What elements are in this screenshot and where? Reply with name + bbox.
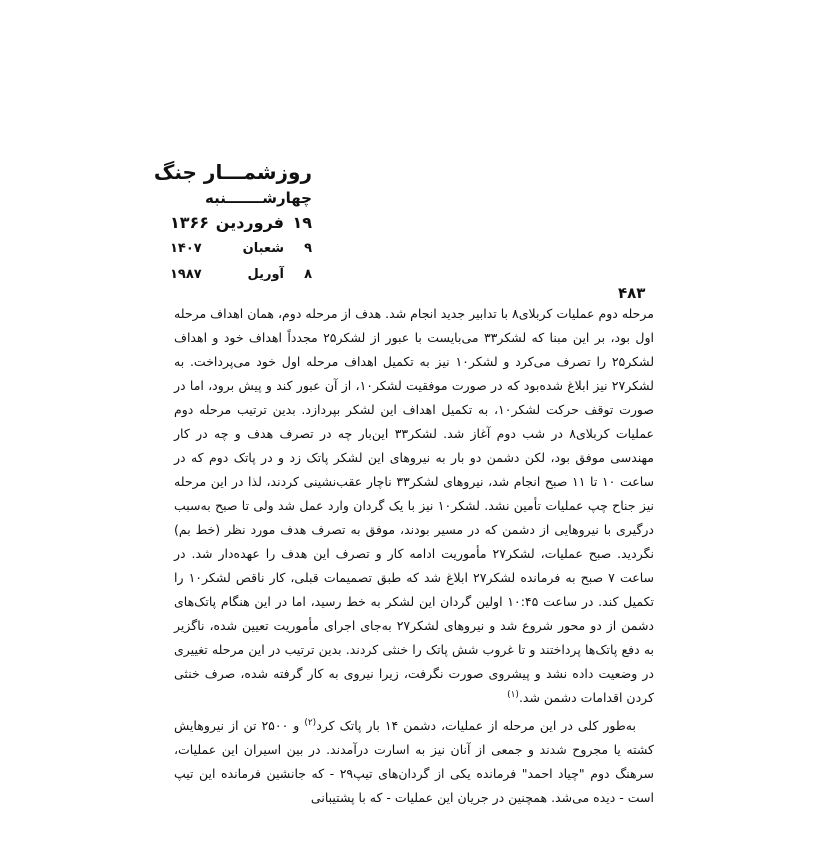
paragraph [174, 302, 654, 710]
paragraph-text: و ۲۵۰۰ تن از نیروهایش کشته یا مجروح شدند و جمعی از آنان نیز به اسارت درآمدند. در بین اسیران این عملیات، سرهنگ دوم "چیاد احمد" فرمانده یکی از گردان‌های تیپ۲۹ - که جانشین فرمانده این تیپ است - دیده می‌شد. همچنین در جریان این عملیات - که با پشتیبانی [174, 718, 654, 805]
footnote-marker[interactable]: (۱) [507, 689, 519, 700]
page-number: ۴۸۳ [618, 284, 646, 302]
date-row-lunar [170, 236, 312, 262]
date-day: ۱۹ [292, 213, 312, 232]
paragraph-text: به‌طور کلی در این مرحله از عملیات، دشمن ۱۴ بار پاتک کرد [316, 718, 636, 733]
date-year: ۱۹۸۷ [170, 267, 202, 282]
date-year: ۱۴۰۷ [170, 241, 202, 256]
date-row-gregorian [170, 262, 312, 288]
footnote-marker[interactable]: (۲) [304, 717, 317, 728]
date-row-solar [170, 210, 312, 236]
weekday-label: چهارشـــــــنبه [205, 189, 312, 207]
date-day: ۹ [304, 241, 312, 256]
paragraph [174, 714, 654, 810]
date-month: فروردین [215, 213, 284, 232]
body-text [174, 302, 654, 810]
date-day: ۸ [304, 267, 312, 282]
date-month: شعبان [242, 241, 284, 256]
book-title: روزشمـــار جنگ [153, 160, 312, 184]
date-year: ۱۳۶۶ [170, 213, 210, 232]
chronicle-header [153, 158, 312, 288]
date-month: آوریل [247, 267, 284, 282]
paragraph-text: مرحله دوم عملیات کربلای۸ با تدابیر جدید انجام شد. هدف از مرحله دوم، همان اهداف مرحله اول بود، بر این مبنا که لشکر۳۳ می‌بایست با عبور از لشکر۲۵ مجدداً اهداف خود و اهداف لشکر۲۵ را تصرف می‌کرد و لشکر۱۰ نیز به تکمیل اهداف مرحله اول خود می‌پرداخت. به لشکر۲۷ نیز ابلاغ شده‌بود که در صورت موفقیت لشکر۱۰، از آن عبور کند و پیش برود، اما در صورت توقف حرکت لشکر۱۰، به تکمیل اهداف این لشکر بپردازد. بدین ترتیب مرحله دوم عملیات کربلای۸ در شب دوم آغاز شد. لشکر۳۳ این‌بار چه در تصرف هدف و چه در کار مهندسی موفق بود، لکن دشمن دو بار به نیروهای این لشکر پاتک زد و در پاتک دوم که در ساعت ۱۰ تا ۱۱ صبح انجام شد، نیروهای لشکر۳۳ ناچار عقب‌نشینی کردند، لذا در این مرحله نیز جناح چپ عملیات تأمین نشد. لشکر۱۰ نیز با یک گردان وارد عمل شد ولی تا صبح به‌سبب درگیری با نیروهایی از دشمن که در مسیر بودند، موفق به تصرف هدف مورد نظر (خط بم) نگردید. صبح عملیات، لشکر۲۷ مأموریت ادامه کار و تصرف این هدف را عهده‌دار شد. در ساعت ۷ صبح به فرمانده لشکر۲۷ ابلاغ شد که طبق تصمیمات قبلی، کار ناقص لشکر۱۰ را تکمیل کند. در ساعت ۱۰:۴۵ اولین گردان این لشکر به خط رسید، اما در این هنگام پاتک‌های دشمن از دو محور شروع شد و نیروهای لشکر۲۷ به‌جای اجرای مأموریت تعیین شده، ناگزیر به دفع پاتک‌ها پرداختند و تا غروب شش پاتک را خنثی کردند. بدین ترتیب در این مرحله تغییری در وضعیت داده نشد و پیشروی صورت نگرفت، زیرا نیروی به کار گرفته شده، صرف خنثی کردن اقدامات دشمن شد. [174, 306, 655, 705]
